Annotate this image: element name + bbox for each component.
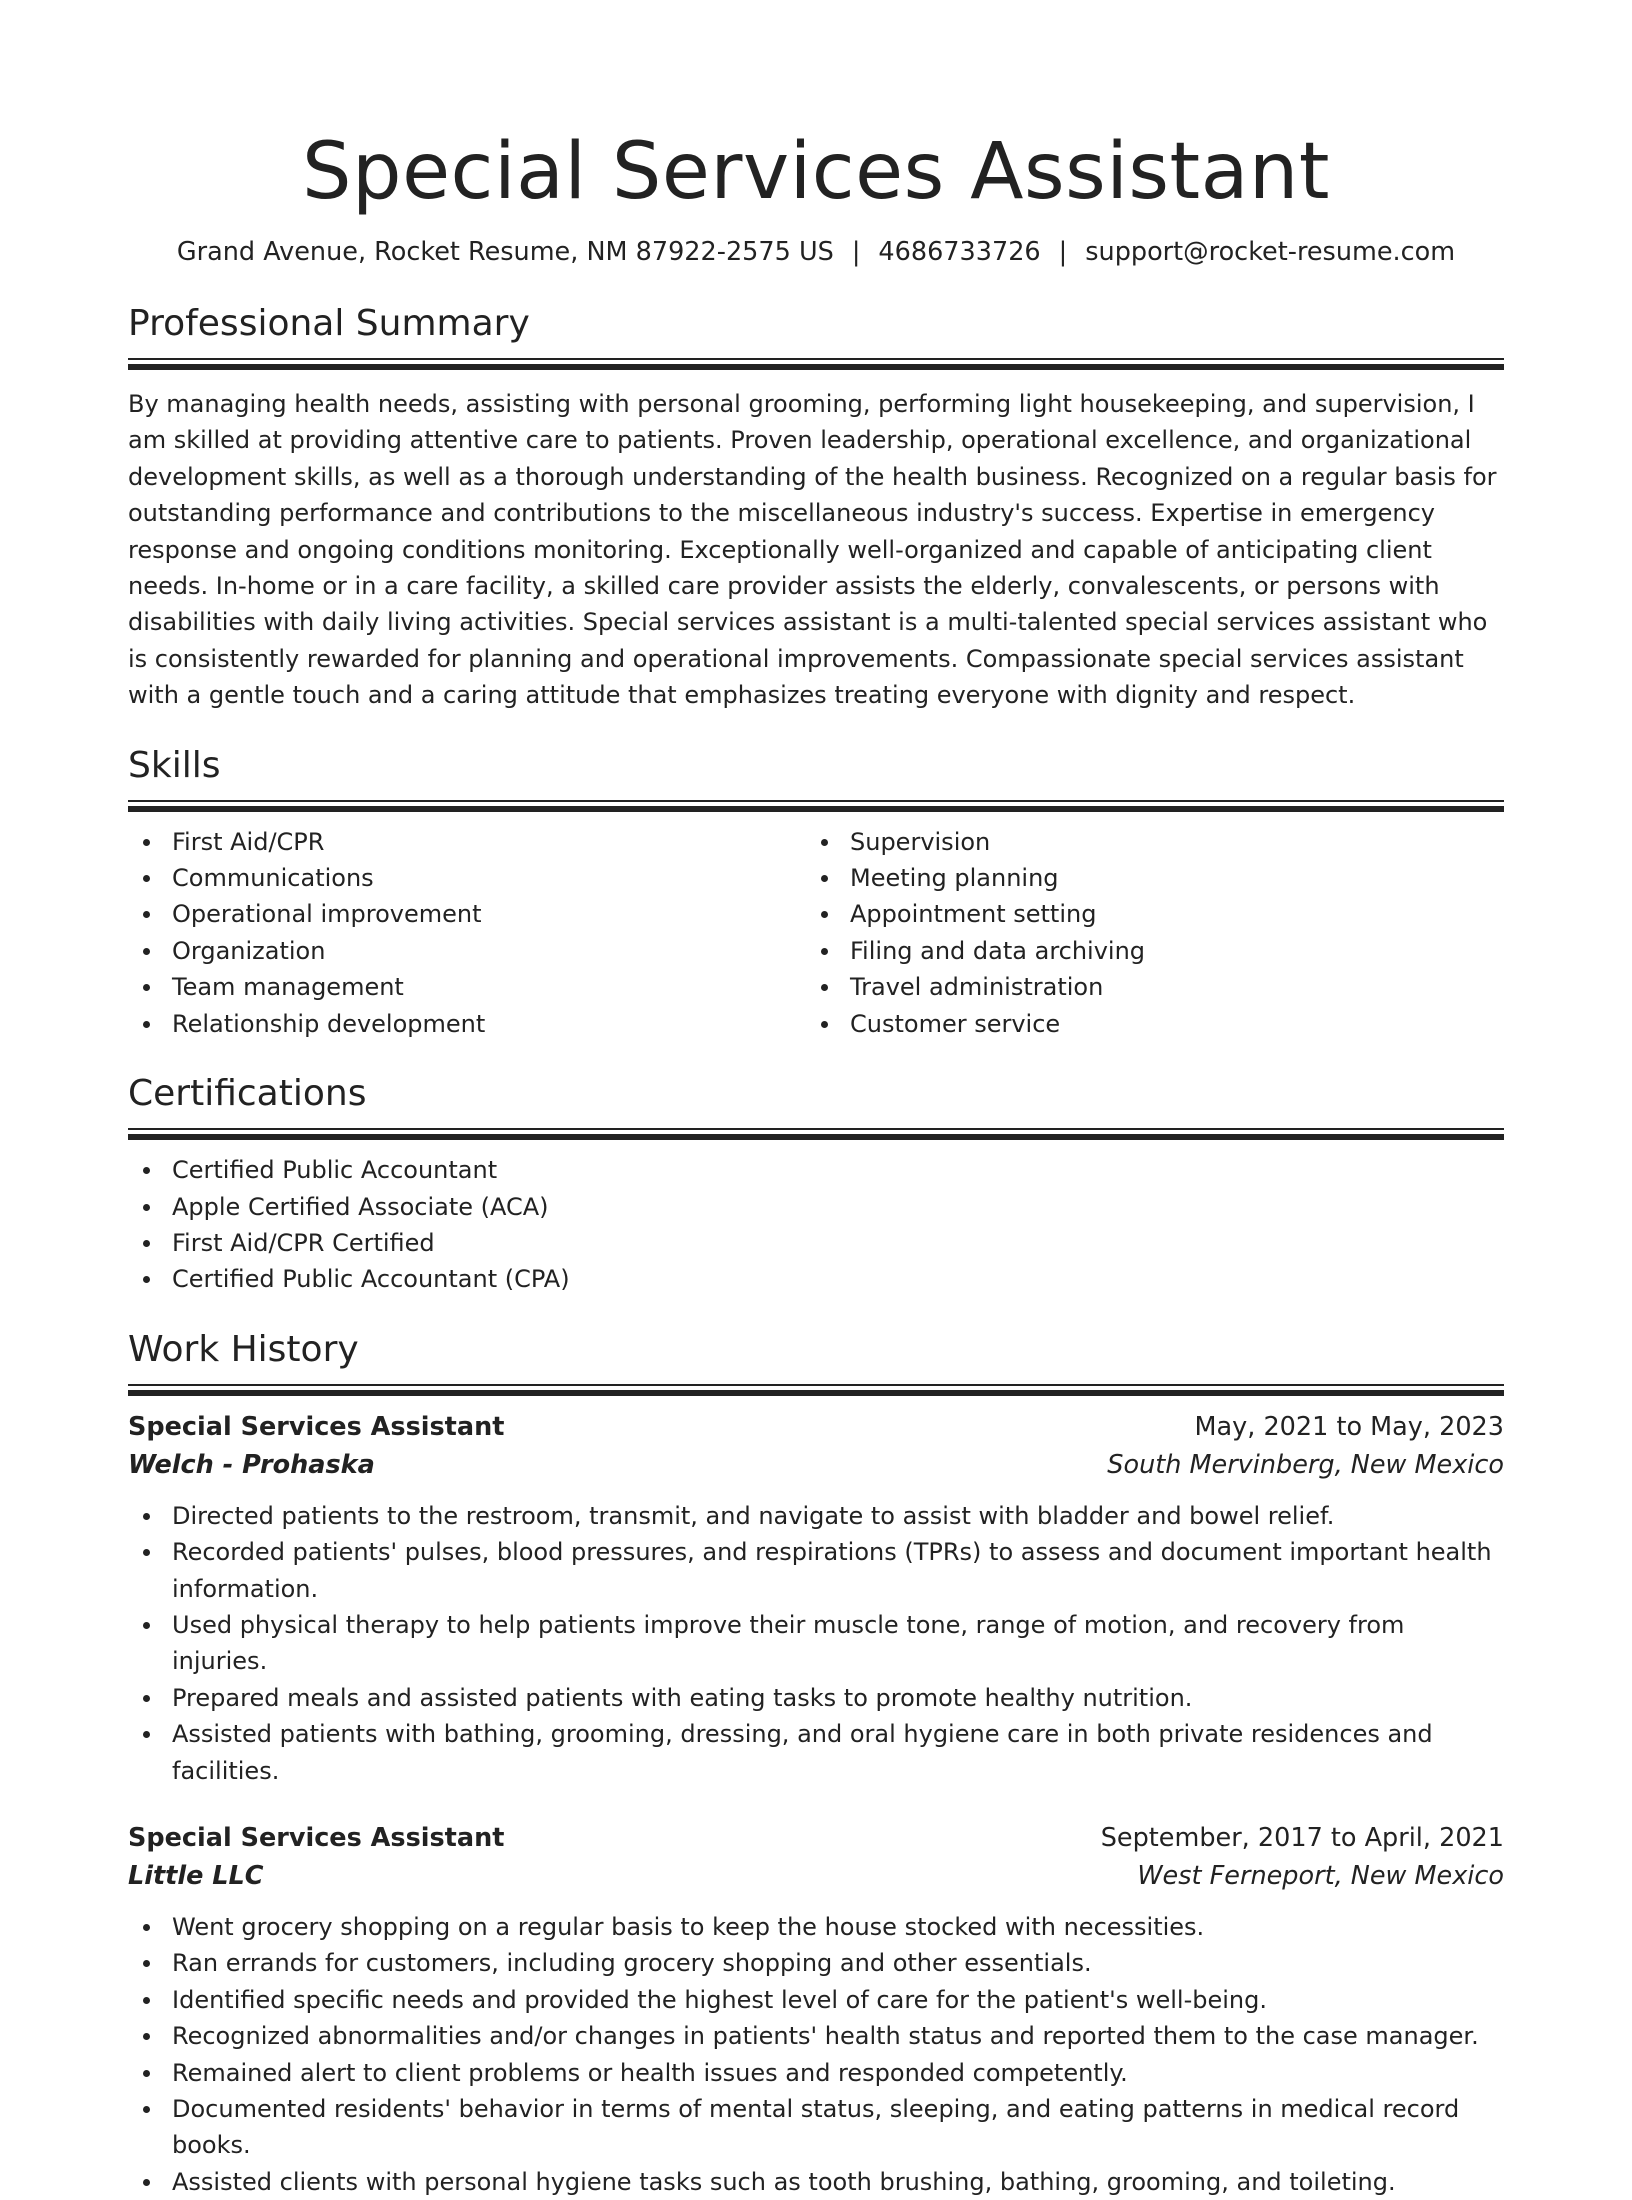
contact-separator: |: [851, 237, 861, 267]
skill-item: Communications: [128, 860, 806, 896]
contact-email: support@rocket-resume.com: [1085, 237, 1456, 267]
skill-item: First Aid/CPR: [128, 824, 806, 860]
contact-phone: 4686733726: [878, 237, 1041, 267]
work-history-section: [128, 1326, 1504, 2200]
contact-separator: |: [1058, 237, 1068, 267]
section-title-certifications: Certifications: [128, 1073, 367, 1115]
skill-item: Supervision: [806, 824, 1484, 860]
job-entry: [128, 1408, 1504, 1789]
contact-line: [128, 234, 1504, 270]
skill-item: Meeting planning: [806, 860, 1484, 896]
job-duty-item: Recorded patients' pulses, blood pressures, and respirations (TPRs) to assess and document important health information.: [128, 1534, 1504, 1607]
certifications-section: [128, 1070, 1504, 1298]
job-subheader: [128, 1446, 1504, 1484]
job-header: [128, 1408, 1504, 1446]
job-duty-item: Remained alert to client problems or health issues and responded competently.: [128, 2055, 1504, 2091]
skill-item: Relationship development: [128, 1006, 806, 1042]
summary-text: By managing health needs, assisting with personal grooming, performing light housekeeping, and supervision, I am skilled at providing attentive care to patients. Proven leadership, operational excellence, and organizational development skills, as well as a thorough understanding of the health business. Recognized on a regular basis for outstanding performance and contributions to the miscellaneous industry's success. Expertise in emergency response and ongoing conditions monitoring. Exceptionally well-organized and capable of anticipating client needs. In-home or in a care facility, a skilled care provider assists the elderly, convalescents, or persons with disabilities with daily living activities. Special services assistant is a multi-talented special services assistant who is consistently rewarded for planning and operational improvements. Compassionate special services assistant with a gentle touch and a caring attitude that emphasizes treating everyone with dignity and respect.: [128, 390, 1497, 710]
resume-page: [128, 0, 1504, 2200]
job-company: Welch - Prohaska: [128, 1449, 375, 1480]
job-duty-item: Identified specific needs and provided the highest level of care for the patient's well-being.: [128, 1982, 1504, 2018]
job-location: South Mervinberg, New Mexico: [1107, 1449, 1504, 1480]
summary-section: [128, 300, 1504, 714]
job-subheader: [128, 1857, 1504, 1895]
job-duties-list: [128, 1909, 1504, 2200]
section-divider: [128, 800, 1504, 812]
job-title: Special Services Assistant: [128, 1411, 505, 1442]
skill-item: Customer service: [806, 1006, 1484, 1042]
job-company: Little LLC: [128, 1860, 264, 1891]
job-dates: September, 2017 to April, 2021: [1100, 1822, 1504, 1853]
section-title-summary: Professional Summary: [128, 303, 530, 344]
job-duty-item: Went grocery shopping on a regular basis to keep the house stocked with necessities.: [128, 1909, 1504, 1945]
job-duty-item: Documented residents' behavior in terms of mental status, sleeping, and eating patterns in medical record books.: [128, 2091, 1504, 2164]
job-entry: [128, 1819, 1504, 2200]
skill-item: Team management: [128, 969, 806, 1005]
skill-item: Travel administration: [806, 969, 1484, 1005]
skills-list-left: [128, 824, 806, 1042]
job-duty-item: Recognized abnormalities and/or changes in patients' health status and reported them to the case manager.: [128, 2018, 1504, 2054]
certification-item: Certified Public Accountant (CPA): [128, 1261, 1504, 1297]
certifications-list: [128, 1152, 1504, 1298]
job-duties-list: [128, 1498, 1504, 1789]
job-duty-item: Directed patients to the restroom, transmit, and navigate to assist with bladder and bowel relief.: [128, 1498, 1504, 1534]
candidate-name: Special Services Assistant: [302, 127, 1330, 217]
job-header: [128, 1819, 1504, 1857]
job-location: West Ferneport, New Mexico: [1137, 1860, 1504, 1891]
section-title-skills: Skills: [128, 744, 221, 786]
skill-item: Filing and data archiving: [806, 933, 1484, 969]
job-duty-item: Ran errands for customers, including grocery shopping and other essentials.: [128, 1945, 1504, 1981]
skill-item: Operational improvement: [128, 896, 806, 932]
skills-grid: [128, 824, 1504, 1042]
skills-list-right: [806, 824, 1484, 1042]
certification-item: First Aid/CPR Certified: [128, 1225, 1504, 1261]
contact-address: Grand Avenue, Rocket Resume, NM 87922-2575 US: [176, 237, 834, 267]
section-title-work-history: Work History: [128, 1328, 359, 1370]
job-dates: May, 2021 to May, 2023: [1194, 1411, 1504, 1442]
job-duty-item: Prepared meals and assisted patients with eating tasks to promote healthy nutrition.: [128, 1680, 1504, 1716]
job-title: Special Services Assistant: [128, 1822, 505, 1853]
certification-item: Certified Public Accountant: [128, 1152, 1504, 1188]
section-divider: [128, 1384, 1504, 1396]
section-divider: [128, 1128, 1504, 1140]
certification-item: Apple Certified Associate (ACA): [128, 1189, 1504, 1225]
job-duty-item: Assisted patients with bathing, grooming, dressing, and oral hygiene care in both private residences and facilities.: [128, 1716, 1504, 1789]
skill-item: Organization: [128, 933, 806, 969]
section-divider: [128, 358, 1504, 370]
job-duty-item: Used physical therapy to help patients improve their muscle tone, range of motion, and recovery from injuries.: [128, 1607, 1504, 1680]
skills-section: [128, 742, 1504, 1042]
job-duty-item: Assisted clients with personal hygiene tasks such as tooth brushing, bathing, grooming, and toileting.: [128, 2164, 1504, 2200]
skill-item: Appointment setting: [806, 896, 1484, 932]
